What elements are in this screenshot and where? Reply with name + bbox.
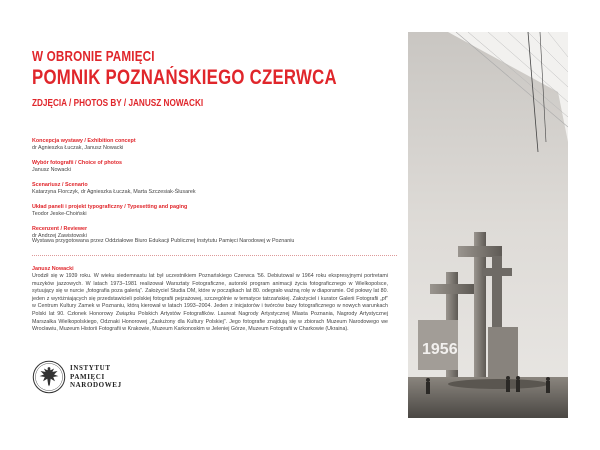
- bio-text: Urodził się w 1939 roku. W wieku siedemnastu lat był uczestnikiem Poznańskiego Czerwca '56. Debiutował w 1964 roku ekspresyjnymi portretami muzyków jazzowych. W latach 1973–1981 realizował Warsztaty Fotograficzne, autorski program animacji życia fotograficznego w Wielkopolsce, sytuujący się w nurcie „fotografia poza galerią”. Założyciel Studia DM, które w początkach lat 80. odegrało ważną rolę w diaporamie. Od połowy lat 80. jeden z wyróżniających się przedstawicieli polskiej fotografii pejzażowej, szczególnie w tematyce tatrzańskiej. Założyciel i kurator Galerii Fotografii „pf” w Centrum Kultury Zamek w Poznaniu, którą kierował w latach 1993–2004. Jeden z inicjatorów i twórców bazy fotograficznego w nowych warunkach Polski lat 90. Członek Honorowy Związku Polskich Artystów Fotografików. Laureat Nagrody Artystycznej Miasta Poznania, Nagrody Artystycznej Marszałka Wielkopolskiego, Odznaki Honorowej „Zasłużony dla Kultury Polskiej”. Jego fotografie znajdują się w zbiorach Muzeum Narodowego we Wrocławiu, Muzeum Historii Fotografii w Krakowie, Muzeum Karkonoskim w Jeleniej Górze, Muzeum Fotografii w Charkowie (Ukraina).: [32, 273, 388, 333]
- credit-value: dr Andrzej Zawistowski: [32, 233, 87, 239]
- credit-value: dr Agnieszka Łuczak, Janusz Nowacki: [32, 145, 124, 151]
- title-block: [32, 48, 413, 111]
- credit-value: Janusz Nowacki: [32, 167, 71, 173]
- monument-photo-image: [408, 32, 568, 418]
- credit-item: [32, 160, 372, 174]
- monument-photo: [408, 32, 568, 418]
- exhibition-title: POMNIK POZNAŃSKIEGO CZERWCA: [32, 66, 337, 89]
- credit-label: Wybór fotografii / Choice of photos: [32, 160, 123, 166]
- credit-value: Teodor Jeske-Choiński: [32, 211, 87, 217]
- prepared-by-note: Wystawa przygotowana przez Oddziałowe Biuro Edukacji Publicznej Instytutu Pamięci Narodowej w Poznaniu: [32, 238, 295, 244]
- author-bio: [32, 266, 388, 334]
- ipn-logo: [32, 360, 122, 394]
- credit-item: [32, 182, 372, 196]
- logo-line: PAMIĘCI: [70, 372, 105, 381]
- exhibition-subtitle: W OBRONIE PAMIĘCI: [32, 48, 155, 65]
- credits-list: [32, 138, 372, 248]
- credit-label: Recenzent / Reviewer: [32, 226, 88, 232]
- credit-label: Układ paneli i projekt typograficzny / Typesetting and paging: [32, 204, 188, 210]
- credit-label: Scenariusz / Scenario: [32, 182, 88, 188]
- credit-item: [32, 204, 372, 218]
- credit-label: Koncepcja wystawy / Exhibition concept: [32, 138, 136, 144]
- credit-value: Katarzyna Florczyk, dr Agnieszka Łuczak, Marta Szczesiak-Ślusarek: [32, 189, 196, 195]
- bio-name: Janusz Nowacki: [32, 266, 74, 272]
- eagle-emblem-icon: [32, 360, 66, 394]
- credit-item: [32, 138, 372, 152]
- plaque-text: 1956: [422, 341, 458, 358]
- divider: [32, 255, 397, 256]
- logo-text: [70, 364, 122, 390]
- photos-by-credit: ZDJĘCIA / PHOTOS BY / JANUSZ NOWACKI: [32, 98, 204, 109]
- logo-line: INSTYTUT: [70, 364, 111, 373]
- logo-line: NARODOWEJ: [70, 381, 122, 390]
